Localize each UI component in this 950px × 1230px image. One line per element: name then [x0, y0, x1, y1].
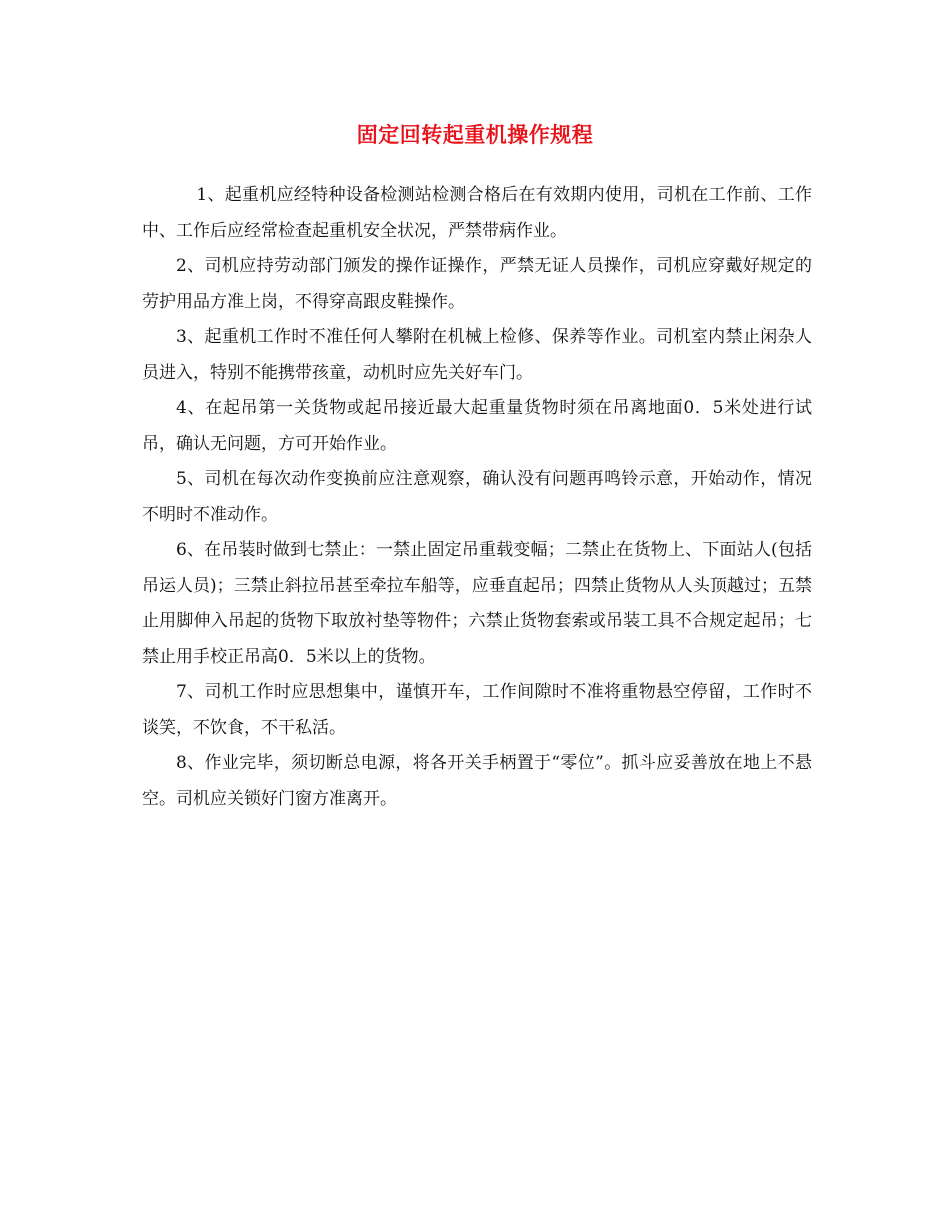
paragraph-3: 3、起重机工作时不准任何人攀附在机械上检修、保养等作业。司机室内禁止闲杂人员进入，特别不能携带孩童，动机时应先关好车门。 [142, 327, 812, 383]
paragraph-8: 8、作业完毕，须切断总电源，将各开关手柄置于“零位”。抓斗应妥善放在地上不悬空。司机应关锁好门窗方准离开。 [142, 753, 812, 809]
document-title: 固定回转起重机操作规程 [356, 123, 594, 147]
document-body [142, 178, 812, 817]
paragraph-1: 1、起重机应经特种设备检测站检测合格后在有效期内使用，司机在工作前、工作中、工作后应经常检查起重机安全状况，严禁带病作业。 [142, 185, 812, 241]
paragraph-4: 4、在起吊第一关货物或起吊接近最大起重量货物时须在吊离地面0．5米处进行试吊，确认无问题，方可开始作业。 [142, 398, 812, 454]
paragraph-7: 7、司机工作时应思想集中，谨慎开车，工作间隙时不准将重物悬空停留，工作时不谈笑，不饮食，不干私活。 [142, 682, 812, 738]
paragraph-2: 2、司机应持劳动部门颁发的操作证操作，严禁无证人员操作，司机应穿戴好规定的劳护用品方准上岗，不得穿高跟皮鞋操作。 [142, 256, 812, 312]
paragraph-5: 5、司机在每次动作变换前应注意观察，确认没有问题再鸣铃示意，开始动作，情况不明时不准动作。 [142, 469, 812, 525]
paragraph-6: 6、在吊装时做到七禁止：一禁止固定吊重载变幅；二禁止在货物上、下面站人(包括吊运人员)；三禁止斜拉吊甚至牵拉车船等，应垂直起吊；四禁止货物从人头顶越过；五禁止用脚伸入吊起的货物下取放衬垫等物件；六禁止货物套索或吊装工具不合规定起吊；七禁止用手校正吊高0．5米以上的货物。 [142, 540, 812, 667]
